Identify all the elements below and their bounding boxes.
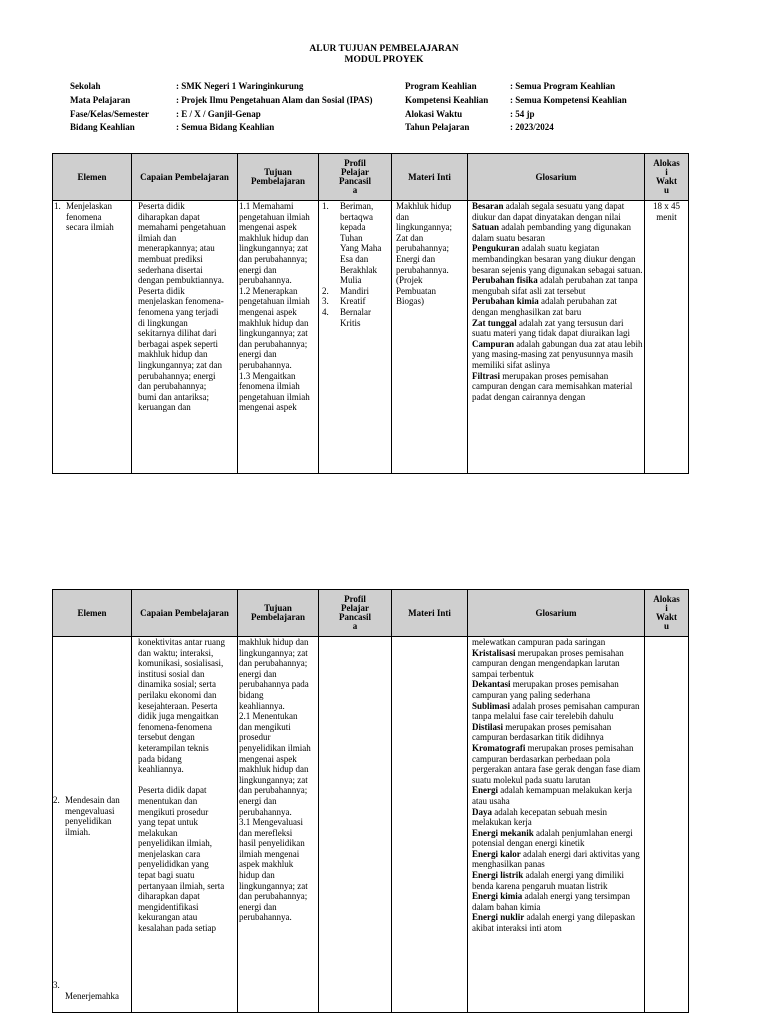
- info-value: : Semua Kompetensi Keahlian: [510, 94, 627, 105]
- table-header-row: [53, 154, 689, 201]
- table-row: [53, 637, 689, 1013]
- glossary-entry: Campuran adalah gabungan dua zat atau lebih yang masing-masing zat penyusunnya masih memiliki sifat aslinya: [472, 338, 643, 370]
- glossary-entry: Sublimasi adalah proses pemisahan campuran tanpa melalui fase cair terelebih dahulu: [472, 700, 640, 722]
- glossary-entry: Besaran adalah segala sesuatu yang dapat diukur dan dapat dinyatakan dengan nilai: [472, 201, 625, 222]
- header-profil: Profil Pelajar Pancasil a: [319, 590, 392, 637]
- cell-capaian: Peserta didik diharapkan dapat memahami pengetahuan ilmiah dan menerapkannya; atau membuat prediksi sederhana disertai dengan pembuktiannya. Peserta didik menjelaskan fenomena- fenomena yang terjadi di lingkungan sekitarnya dilihat dari berbagai aspek seperti makhluk hidup dan lingkungannya; zat dan perubahannya; energi dan perubahannya; bumi dan antariksa; keruangan dan: [132, 201, 238, 474]
- cell-profil: [319, 637, 392, 1013]
- info-value: : 2023/2024: [510, 122, 554, 133]
- header-capaian: Capaian Pembelajaran: [132, 590, 238, 637]
- glossary-entry: Satuan adalah pembanding yang digunakan dalam suatu besaran: [472, 222, 631, 243]
- glossary-entry: Energi kalor adalah energi dari aktivitas yang menghasilkan panas: [472, 848, 640, 870]
- cell-materi: [392, 637, 468, 1013]
- document-title: ALUR TUJUAN PEMBELAJARAN: [309, 44, 459, 54]
- cell-profil: [319, 201, 392, 474]
- glossary-entry: Zat tunggal adalah zat yang tersusun dari suatu materi yang tidak dapat diuraikan lagi: [472, 317, 630, 339]
- info-label: Bidang Keahlian: [70, 122, 135, 133]
- list-item: 4. Bernalar Kritis: [322, 306, 371, 328]
- glossary-entry: melewatkan campuran pada saringan: [472, 637, 606, 647]
- glossary-entry: Distilasi merupakan proses pemisahan campuran berdasarkan titik didihnya: [472, 721, 612, 743]
- glossary-entry: Energi adalah kemampuan melakukan kerja atau usaha: [472, 785, 632, 806]
- cell-glosarium: [468, 637, 645, 1013]
- info-label: Sekolah: [70, 81, 101, 91]
- glossary-entry: Kristalisasi merupakan proses pemisahan campuran dengan mengendapkan larutan sampai terbentuk: [472, 647, 624, 679]
- table-row: [53, 201, 689, 474]
- info-value: : 54 jp: [510, 108, 535, 119]
- cell-alokasi: 18 x 45 menit: [645, 201, 689, 474]
- info-left-labels: [70, 80, 149, 135]
- header-glosarium: Glosarium: [468, 590, 645, 637]
- header-capaian: Capaian Pembelajaran: [132, 154, 238, 201]
- cell-capaian: konektivitas antar ruang dan waktu; interaksi, komunikasi, sosialisasi, institusi sosial dan dinamika sosial; serta perilaku ekonomi dan kesejahteraan. Peserta didik juga mengaitkan fenomena-fenomena tersebut dengan keterampilan teknis pada bidang keahliannya. Peserta didik dapat menentukan dan mengikuti prosedur yang tepat untuk melakukan penyelidikan ilmiah, menjelaskan cara penyelididkan yang tepat bagi suatu pertanyaan ilmiah, serta diharapkan dapat mengidentifikasi kekurangan atau kesalahan pada setiap: [132, 637, 238, 1013]
- glossary-entry: Perubahan kimia adalah perubahan zat dengan menghasilkan zat baru: [472, 296, 617, 317]
- cell-elemen: [53, 201, 132, 474]
- cell-glosarium: [468, 201, 645, 474]
- info-value: : Projek Ilmu Pengetahuan Alam dan Sosial (IPAS): [176, 94, 373, 105]
- header-elemen: Elemen: [53, 154, 132, 201]
- info-label: Kompetensi Keahlian: [405, 94, 489, 105]
- elemen-3: 3. Menerjemahka: [53, 980, 119, 1001]
- info-label: Tahun Pelajaran: [405, 122, 470, 133]
- atp-table-page-2: [52, 589, 689, 1013]
- glossary-entry: Energi listrik adalah energi yang dimiliki benda karena pengaruh muatan listrik: [472, 870, 625, 891]
- atp-table-page-1: [52, 153, 689, 474]
- header-tujuan: Tujuan Pembelajaran: [238, 590, 319, 637]
- info-label: Fase/Kelas/Semester: [70, 108, 149, 119]
- cell-materi: Makhluk hidup dan lingkungannya; Zat dan perubahannya; Energi dan perubahannya. (Projek Pembuatan Biogas): [392, 201, 468, 474]
- elemen-2: 2. Mendesain dan mengevaluasi penyelidikan ilmiah.: [53, 795, 120, 837]
- elemen-number: 1.: [54, 201, 61, 211]
- info-value: : E / X / Ganjil-Genap: [176, 108, 261, 119]
- info-value: : Semua Program Keahlian: [510, 81, 616, 91]
- document-subtitle: MODUL PROYEK: [344, 55, 424, 65]
- glossary-entry: Energi nuklir adalah energi yang dilepaskan akibat interaksi inti atom: [472, 912, 636, 934]
- list-item: 3. Kreatif: [322, 296, 366, 307]
- cell-alokasi: [645, 637, 689, 1013]
- info-label: Program Keahlian: [405, 81, 477, 91]
- cell-tujuan: makhluk hidup dan lingkungannya; zat dan perubahannya; energi dan perubahannya pada bidang keahliannya. 2.1 Menentukan dan mengikuti prosedur penyelidikan ilmiah mengenai aspek makhluk hidup dan lingkungannya; zat dan perubahannya; energi dan perubahannya. 3.1 Mengevaluasi dan merefleksi hasil penyelidikan ilmiah mengenai aspek makhluk hidup dan lingkungannya; zat dan perubahannya; energi dan perubahannya.: [238, 637, 319, 1013]
- info-value: : Semua Bidang Keahlian: [176, 122, 275, 133]
- info-left-values: [176, 80, 372, 135]
- info-label: Mata Pelajaran: [70, 94, 131, 105]
- elemen-text: Menjelaskan fenomena secara ilmiah: [66, 201, 114, 233]
- info-right-values: [510, 80, 627, 135]
- header-profil: Profil Pelajar Pancasil a: [319, 154, 392, 201]
- info-value: : SMK Negeri 1 Waringinkurung: [176, 81, 304, 91]
- info-right-labels: [405, 80, 488, 135]
- glossary-entry: Energi mekanik adalah penjumlahan energi potensial dengan energi kinetik: [472, 827, 633, 849]
- cell-elemen: [53, 637, 132, 1013]
- list-item: 2. Mandiri: [322, 285, 369, 296]
- glossary-entry: Pengukuran adalah suatu kegiatan membandingkan besaran yang diukur dengan besaran sejenis yang digunakan sebagai satuan.: [472, 243, 643, 275]
- header-materi: Materi Inti: [392, 154, 468, 201]
- info-label: Alokasi Waktu: [405, 108, 463, 119]
- header-elemen: Elemen: [53, 590, 132, 637]
- cell-tujuan: 1.1 Memahami pengetahuan ilmiah mengenai aspek makhluk hidup dan lingkungannya; zat dan perubahannya; energi dan perubahannya. 1.2 Menerapkan pengetahuan ilmiah mengenai aspek makhluk hidup dan lingkungannya; zat dan perubahannya; energi dan perubahannya. 1.3 Mengaitkan fenomena ilmiah pengetahuan ilmiah mengenai aspek: [238, 201, 319, 474]
- glossary-entry: Daya adalah kecepatan sebuah mesin melakukan kerja: [472, 806, 607, 828]
- glossary-entry: Energi kimia adalah energi yang tersimpan dalam bahan kimia: [472, 891, 631, 912]
- header-tujuan: Tujuan Pembelajaran: [238, 154, 319, 201]
- table-header-row: [53, 590, 689, 637]
- list-item: 1. Beriman, bertaqwa kepada Tuhan Yang Maha Esa dan Berakhlak Mulia: [322, 201, 382, 286]
- glossary-entry: Kromatografi merupakan proses pemisahan campuran berdasarkan perbedaan pola pergerakan antara fase gerak dengan fase diam suatu molekul pada suatu larutan: [472, 742, 641, 785]
- header-materi: Materi Inti: [392, 590, 468, 637]
- glossary-entry: Filtrasi merupakan proses pemisahan campuran dengan cara memisahkan material padat dengan cairannya dengan: [472, 370, 633, 402]
- header-alokasi: Alokas i Wakt u: [645, 154, 689, 201]
- header-alokasi: Alokas i Wakt u: [645, 590, 689, 637]
- glossary-entry: Dekantasi merupakan proses pemisahan campuran yang paling sederhana: [472, 679, 619, 700]
- profil-list: [320, 201, 390, 328]
- header-glosarium: Glosarium: [468, 154, 645, 201]
- glossary-entry: Perubahan fisika adalah perubahan zat tanpa mengubah sifat asli zat tersebut: [472, 275, 638, 296]
